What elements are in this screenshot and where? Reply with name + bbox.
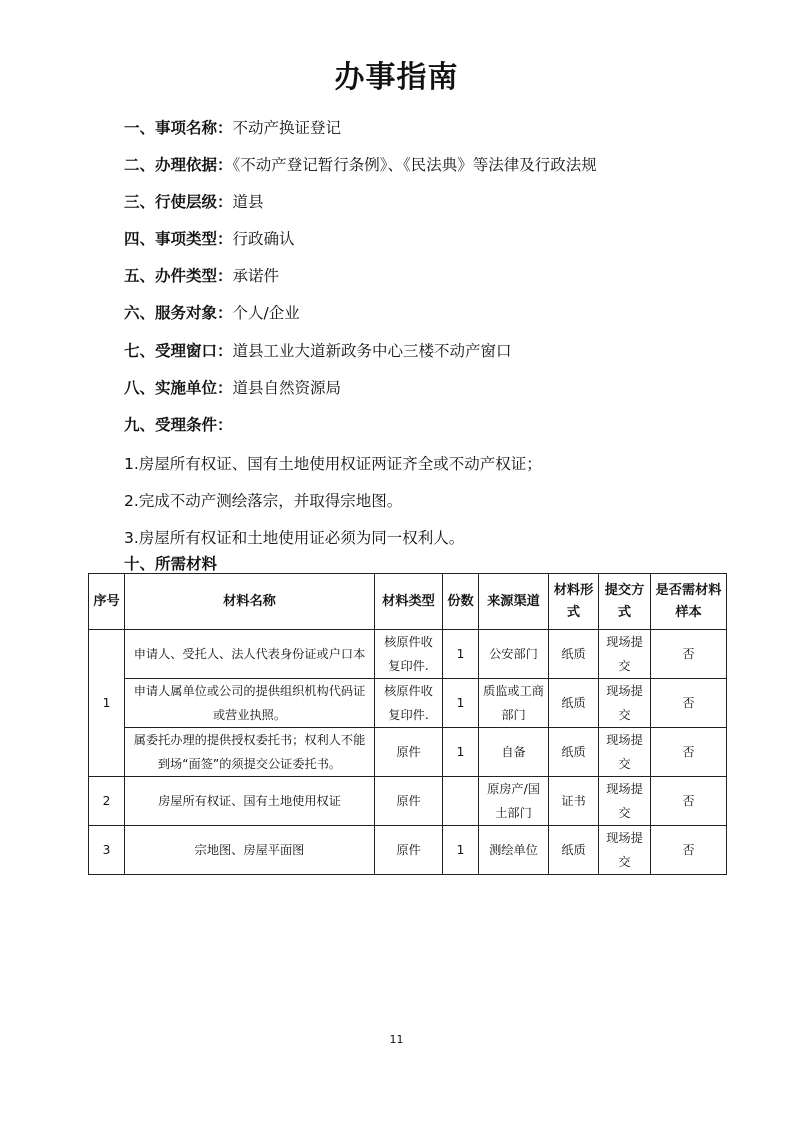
item-value: 行政确认 bbox=[232, 230, 295, 248]
item-label: 六、服务对象： bbox=[124, 304, 233, 322]
item-window bbox=[124, 339, 512, 361]
cell-submit: 现场提交 bbox=[599, 728, 651, 777]
col-header: 序号 bbox=[89, 574, 125, 630]
table-row bbox=[89, 679, 727, 728]
conditions-heading bbox=[124, 413, 233, 435]
item-label: 五、办件类型： bbox=[124, 267, 233, 285]
cell-form: 证书 bbox=[549, 777, 599, 826]
cell-copies: 1 bbox=[443, 728, 479, 777]
cell-name: 宗地图、房屋平面图 bbox=[125, 826, 375, 875]
cell-source: 质监或工商部门 bbox=[479, 679, 549, 728]
col-header: 材料类型 bbox=[375, 574, 443, 630]
cell-name: 属委托办理的提供授权委托书；权利人不能到场“面签”的须提交公证委托书。 bbox=[125, 728, 375, 777]
cell-name: 申请人属单位或公司的提供组织机构代码证或营业执照。 bbox=[125, 679, 375, 728]
cell-sample: 否 bbox=[651, 679, 727, 728]
item-label: 一、事项名称： bbox=[124, 119, 233, 137]
cell-submit: 现场提交 bbox=[599, 679, 651, 728]
cell-submit: 现场提交 bbox=[599, 826, 651, 875]
item-value: 道县工业大道新政务中心三楼不动产窗口 bbox=[232, 342, 512, 360]
item-label: 七、受理窗口： bbox=[124, 342, 233, 360]
page-number: 11 bbox=[389, 1033, 404, 1046]
condition-item: 3.房屋所有权证和土地使用证必须为同一权利人。 bbox=[124, 529, 465, 547]
table-header-row bbox=[89, 574, 727, 630]
item-type bbox=[124, 227, 295, 249]
col-header: 材料形式 bbox=[549, 574, 599, 630]
item-case-type bbox=[124, 264, 279, 286]
materials-heading bbox=[124, 552, 217, 574]
item-value: 道县自然资源局 bbox=[232, 379, 342, 397]
item-label: 三、行使层级： bbox=[124, 193, 233, 211]
item-label: 四、事项类型： bbox=[124, 230, 233, 248]
cell-no: 2 bbox=[89, 777, 125, 826]
item-name bbox=[124, 116, 341, 138]
cell-submit: 现场提交 bbox=[599, 630, 651, 679]
cell-form: 纸质 bbox=[549, 728, 599, 777]
item-label: 八、实施单位： bbox=[124, 379, 233, 397]
item-unit bbox=[124, 376, 341, 398]
cell-type: 原件 bbox=[375, 826, 443, 875]
cell-type: 原件 bbox=[375, 728, 443, 777]
col-header: 提交方式 bbox=[599, 574, 651, 630]
cell-name: 房屋所有权证、国有土地使用权证 bbox=[125, 777, 375, 826]
item-level bbox=[124, 190, 264, 212]
page-title: 办事指南 bbox=[334, 60, 459, 95]
item-basis bbox=[124, 153, 597, 175]
cell-source: 自备 bbox=[479, 728, 549, 777]
cell-no: 1 bbox=[89, 630, 125, 777]
item-value: 《不动产登记暂行条例》、《民法典》等法律及行政法规 bbox=[232, 156, 597, 174]
item-value: 不动产换证登记 bbox=[232, 119, 342, 137]
cell-type: 原件 bbox=[375, 777, 443, 826]
cell-name: 申请人、受托人、法人代表身份证或户口本 bbox=[125, 630, 375, 679]
conditions-heading-text: 九、受理条件： bbox=[124, 416, 233, 434]
cell-no: 3 bbox=[89, 826, 125, 875]
cell-sample: 否 bbox=[651, 826, 727, 875]
cell-sample: 否 bbox=[651, 777, 727, 826]
materials-heading-text: 十、所需材料 bbox=[124, 555, 218, 573]
cell-form: 纸质 bbox=[549, 630, 599, 679]
item-value: 承诺件 bbox=[232, 267, 280, 285]
table-row bbox=[89, 826, 727, 875]
table-row bbox=[89, 777, 727, 826]
item-label: 二、办理依据： bbox=[124, 156, 233, 174]
condition-item: 1.房屋所有权证、国有土地使用权证两证齐全或不动产权证； bbox=[124, 455, 542, 473]
col-header: 是否需材料样本 bbox=[651, 574, 727, 630]
item-value: 道县 bbox=[232, 193, 264, 211]
cell-submit: 现场提交 bbox=[599, 777, 651, 826]
item-service-target bbox=[124, 301, 300, 323]
cell-form: 纸质 bbox=[549, 826, 599, 875]
cell-copies bbox=[443, 777, 479, 826]
cell-source: 公安部门 bbox=[479, 630, 549, 679]
col-header: 材料名称 bbox=[125, 574, 375, 630]
cell-copies: 1 bbox=[443, 679, 479, 728]
cell-type: 核原件收复印件. bbox=[375, 679, 443, 728]
cell-form: 纸质 bbox=[549, 679, 599, 728]
cell-sample: 否 bbox=[651, 630, 727, 679]
cell-sample: 否 bbox=[651, 728, 727, 777]
item-value: 个人/企业 bbox=[232, 304, 300, 322]
materials-table bbox=[88, 573, 727, 875]
col-header: 份数 bbox=[443, 574, 479, 630]
cell-source: 原房产/国土部门 bbox=[479, 777, 549, 826]
cell-source: 测绘单位 bbox=[479, 826, 549, 875]
col-header: 来源渠道 bbox=[479, 574, 549, 630]
table-row bbox=[89, 630, 727, 679]
cell-type: 核原件收复印件. bbox=[375, 630, 443, 679]
cell-copies: 1 bbox=[443, 630, 479, 679]
cell-copies: 1 bbox=[443, 826, 479, 875]
condition-item: 2.完成不动产测绘落宗，并取得宗地图。 bbox=[124, 492, 403, 510]
table-row bbox=[89, 728, 727, 777]
